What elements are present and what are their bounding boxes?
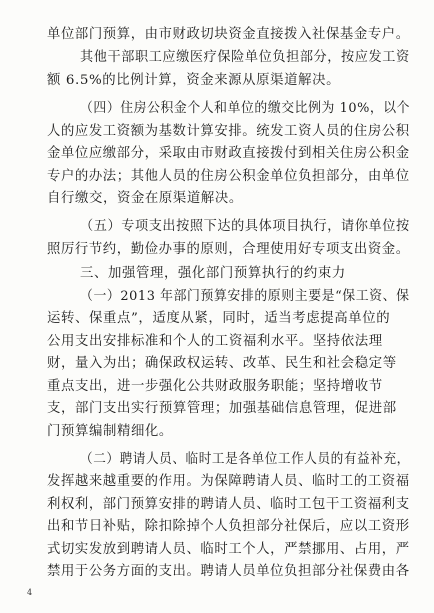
text-line-18: 门预算编制精细化。: [47, 424, 173, 439]
text-line-22: 出和节日补贴，除扣除掉个人负担部分社保后，应以工资形: [47, 519, 410, 534]
text-line-10: 照厉行节约，勤俭办事的原则，合理使用好专项支出资金。: [47, 242, 410, 257]
section-heading: 三、加强管理，强化部门预算执行的约束力: [80, 266, 346, 281]
text-line-4: （四）住房公积金个人和单位的缴交比例为 10%，以个: [80, 101, 411, 116]
text-line-8: 自行缴交，资金在原渠道解决。: [47, 191, 243, 206]
text-line-20: 发挥越来越重要的作用。为保障聘请人员、临时工的工资福: [47, 474, 410, 489]
text-line-5: 人的应发工资额为基数计算安排。统发工资人员的住房公积: [47, 124, 410, 139]
text-line-9: （五）专项支出按照下达的具体项目执行，请你单位按: [80, 219, 410, 234]
text-line-2: 其他干部职工应缴医疗保险单位负担部分，按应发工资: [80, 50, 410, 65]
text-line-19: （二）聘请人员、临时工是各单位工作人员的有益补充，: [80, 452, 410, 467]
text-line-3: 额 6.5%的比例计算，资金来源从原渠道解决。: [47, 73, 341, 88]
text-line-24: 禁用于公务方面的支出。聘请人员单位负担部分社保费由各: [47, 564, 410, 579]
page-number: 4: [27, 588, 33, 597]
text-line-13: 运转、保重点”，适度从紧，同时，适当考虑提高单位的: [47, 311, 391, 326]
text-line-21: 利权利，部门预算安排的聘请人员、临时工包干工资福利支: [47, 497, 410, 512]
text-line-12: （一）2013 年部门预算安排的原则主要是“保工资、保: [80, 289, 410, 304]
text-line-14: 公用支出安排标准和个人的工资福利水平。坚持依法理: [47, 334, 383, 349]
text-line-17: 支，部门支出实行预算管理；加强基础信息管理，促进部: [47, 401, 397, 416]
text-line-15: 财，量入为出；确保政权运转、改革、民生和社会稳定等: [47, 356, 397, 371]
text-line-16: 重点支出，进一步强化公共财政服务职能；坚持增收节: [47, 379, 383, 394]
text-line-6: 金单位应缴部分，采取由市财政直接拨付到相关住房公积金: [47, 146, 410, 161]
text-line-7: 专户的办法；其他人员的住房公积金单位负担部分，由单位: [47, 169, 410, 184]
text-line-23: 式切实发放到聘请人员、临时工个人，严禁挪用、占用，严: [47, 542, 410, 557]
text-line-1: 单位部门预算，由市财政切块资金直接拨入社保基金专户。: [47, 27, 410, 42]
